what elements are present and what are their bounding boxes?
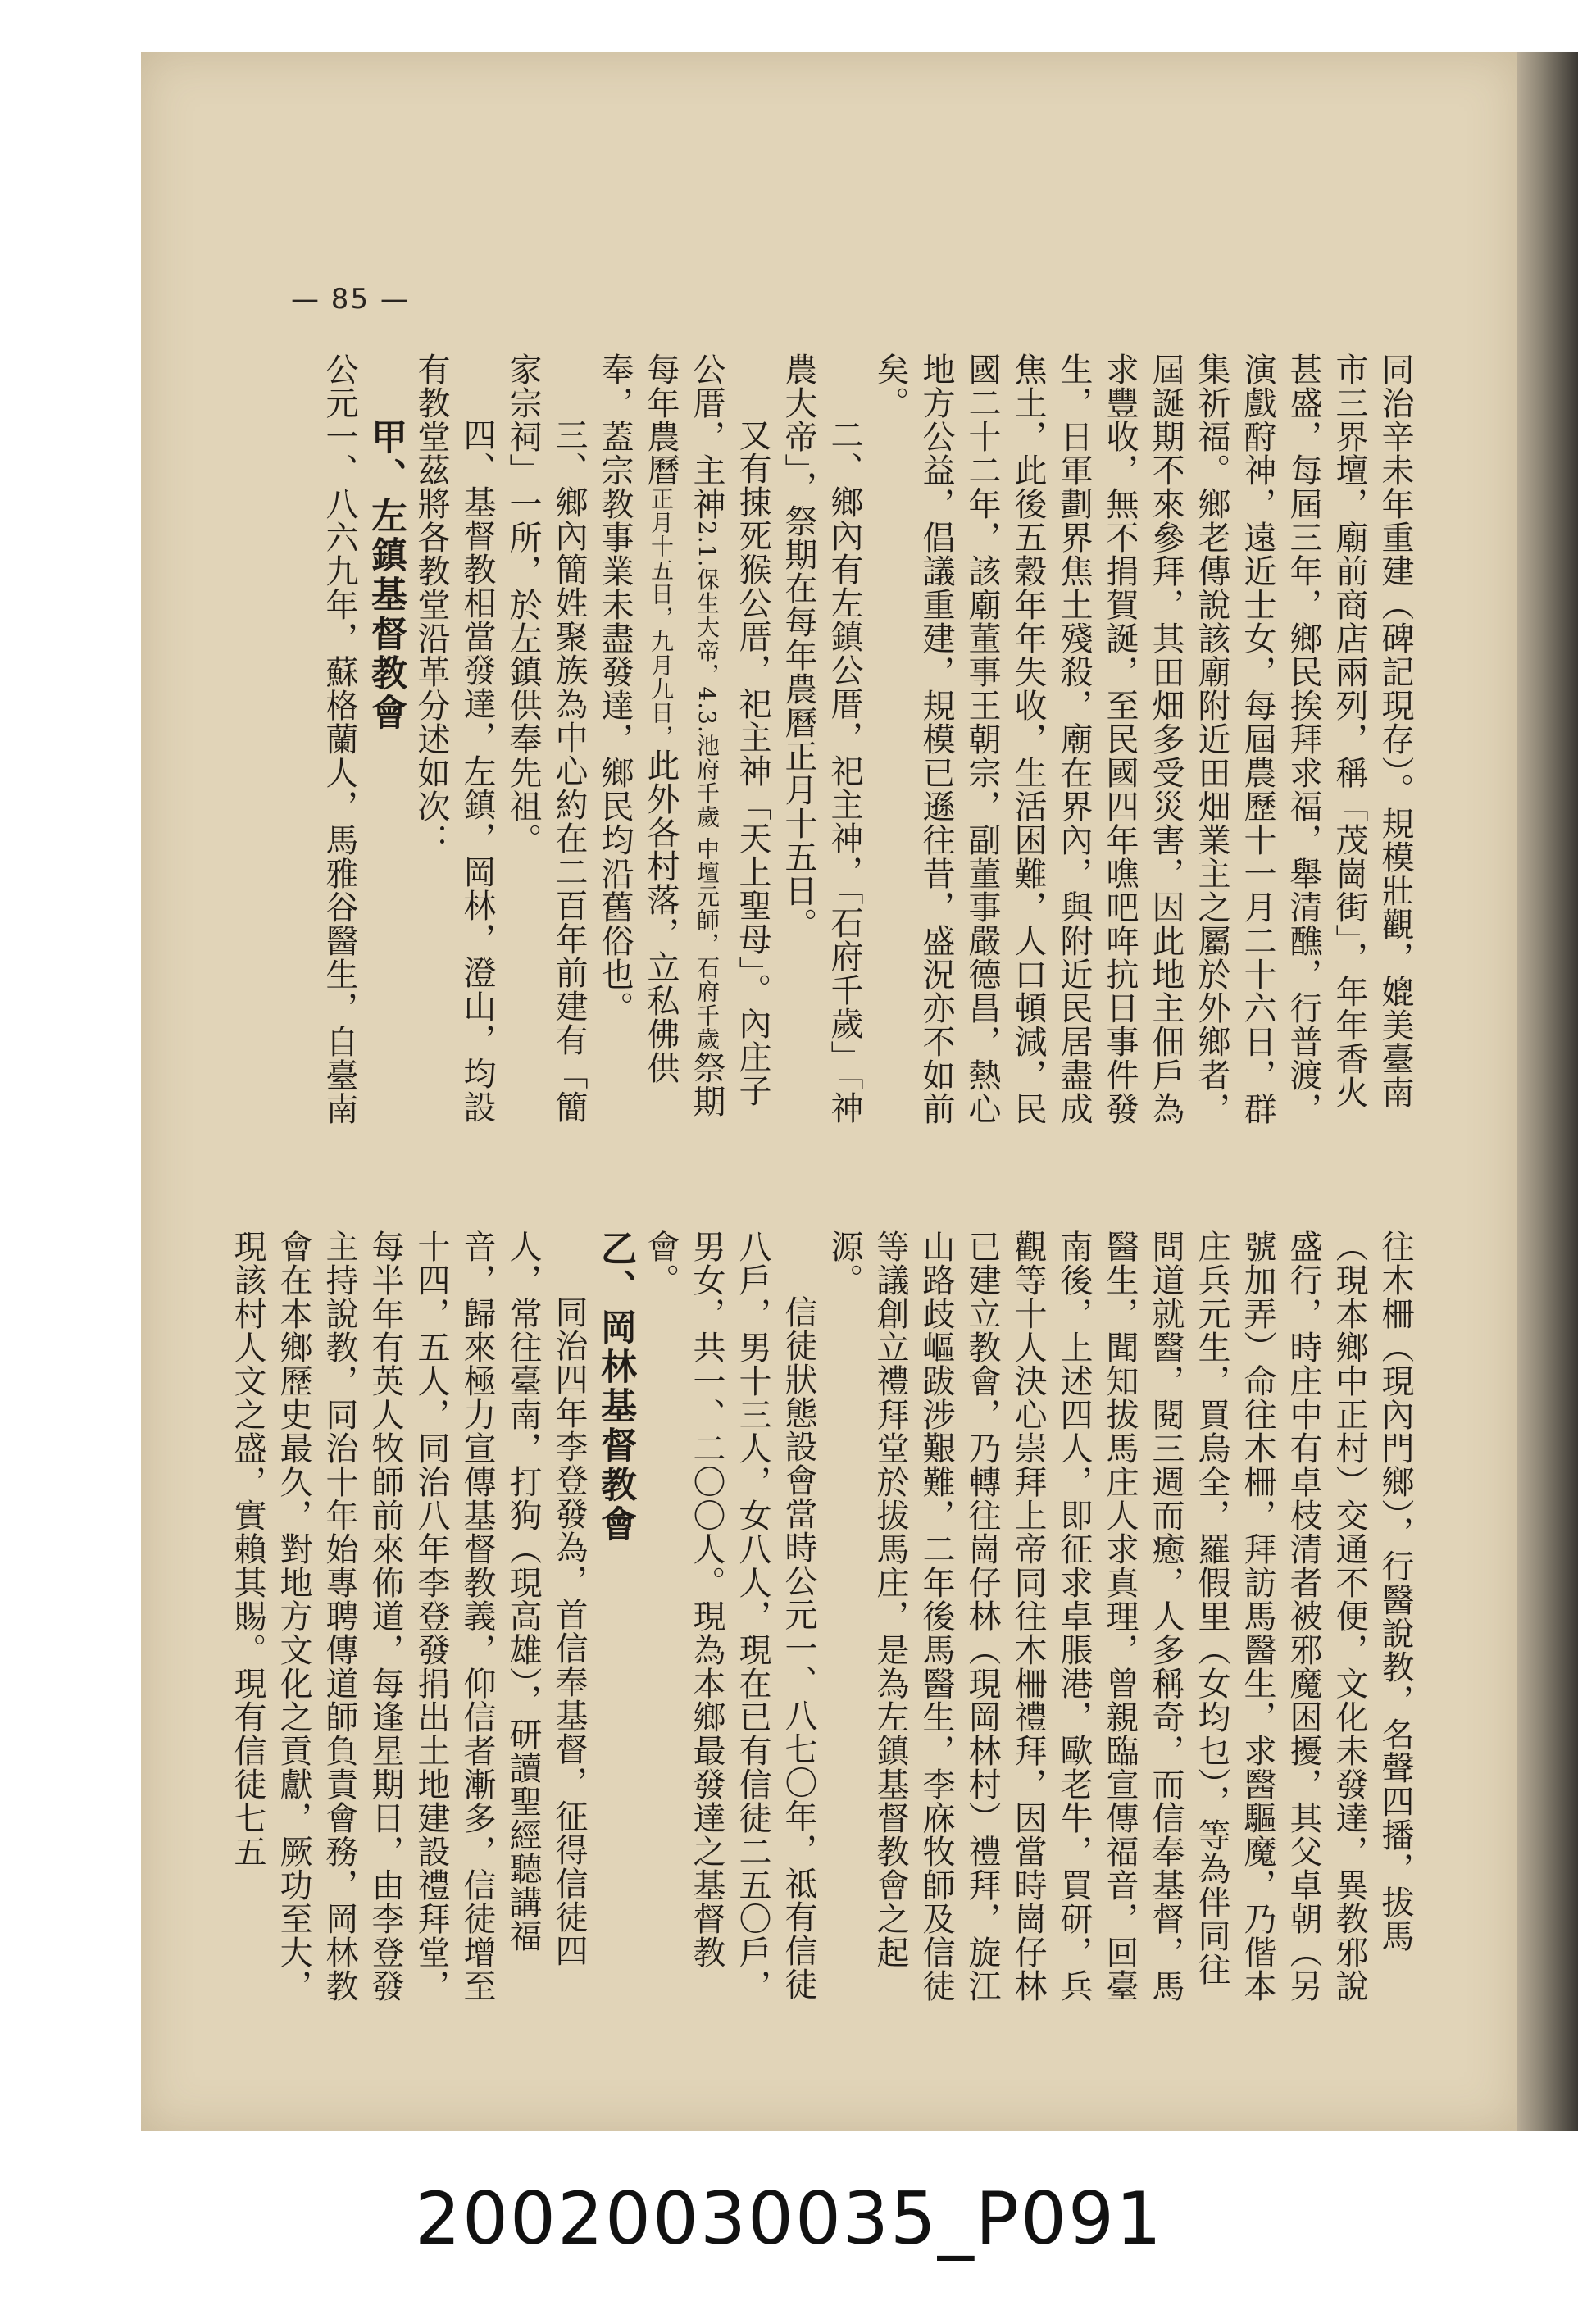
paragraph-jian-ancestral-hall	[500, 352, 592, 1131]
paragraph-text: 同治四年李登發為，首信奉基督，征得信徒四人，常往臺南，打狗（現高雄），研讀聖經聽講福音，歸來極力宣傳基督教義，仰信者漸多，信徒增至十四，五人，同治八年李登發捐出土地建設禮拜堂，每半年有英人牧師前來佈道，每逢星期日，由李登發主持說教，同治十年始專聘傳道師負責會務，岡林教會在本鄉歷史最久，對地方文化之貢獻，厥功至大，現該村人文之盛，實賴其賜。現有信徒七五	[229, 1230, 588, 2003]
paragraph-text: 二、鄉內有左鎮公厝，祀主神，「石府千歲」「神農大帝」，祭期在每年農曆正月十五日。	[780, 352, 863, 1125]
annotation-dates: 正月十五日，九月九日，	[648, 487, 675, 748]
archive-id: 20020030035_P091	[415, 2176, 1163, 2261]
section-title-text: 乙、岡林基督教會	[594, 1230, 636, 1544]
paragraph-text: 信徒狀態設會當時公元一、八七〇年，祗有信徒八戶，男十三人，女八人，現在已有信徒二五〇戶，男女，共一、二〇〇人。現為本鄉最發達之基督教會。	[642, 1230, 817, 2003]
top-text-block	[303, 352, 1418, 1131]
paragraph-text: 四、基督教相當發達，左鎮，岡林，澄山，均設有教堂茲將各教堂沿革分述如次：	[412, 352, 496, 1124]
paragraph-christianity	[408, 352, 500, 1131]
bottom-text-block	[229, 1230, 1418, 2017]
page-number: — 85 —	[291, 283, 410, 316]
paragraph-text: 祭期每年農曆	[642, 352, 725, 1118]
paragraph-text: 此外各村落，立私佛供奉，蓋宗教事業未盡發達，鄉民均沿舊俗也。	[596, 352, 680, 1085]
paragraph-zuozhen-church-start: 公元一、八六九年，蘇格蘭人，馬雅谷醫生，自臺南	[321, 352, 358, 1126]
paragraph-temple-history: 同治辛未年重建（碑記現存）。規模壯觀，媲美臺南市三界壇，廟前商店兩列，稱「茂崗街」，年年香火甚盛，每屆三年，鄉民挨拜求福，舉清醮，行普渡，演戲酧神，遠近士女，每屆農歷十一月二十六日，群集祈福。鄉老傳說該廟附近田畑業主之屬於外鄉者，屆誕期不來參拜，其田畑多受災害，因此地主佃戶為求豐收，無不捐賀誕，至民國四年噍吧哖抗日事件發生，日軍劃界焦土殘殺，廟在界內，與附近民居盡成焦土，此後五穀年年失收，生活困難，人口頓減，民國二十二年，該廟董事王朝宗，副董事嚴德昌，熱心地方公益，倡議重建，規模已遜往昔，盛況亦不如前矣。	[871, 352, 1414, 1126]
book-spine	[1517, 52, 1578, 2131]
paragraph-other-temples	[592, 352, 775, 1131]
section-title-zuozhen-church	[362, 352, 408, 1131]
paragraph-believer-status	[638, 1230, 821, 2017]
paragraph-text: 又有捒死猴公厝，祀主神「天上聖母」。內庄子公厝，主神	[688, 352, 771, 1107]
paragraph-ganglin-church	[225, 1230, 592, 2017]
paragraph-zuozhen-temple	[775, 352, 867, 1131]
paragraph-text: 三、鄉內簡姓聚族為中心約在二百年前建有「簡家宗祠」一所，於左鎮供奉先祖。	[504, 352, 588, 1124]
paragraph-zuozhen-church-history: 往木柵（現內門鄉），行醫說教，名聲四播，拔馬（現本鄉中正村）交通不便，文化未發達，異教邪說盛行，時庄中有卓枝清者被邪魔困擾，其父卓朝（另號加弄）命往木柵，拜訪馬醫生，求醫驅魔，乃偕本庄兵元生，買烏全，羅假里（女均乜），等為伴同往問道就醫，閱三週而癒，人多稱奇，而信奉基督，馬醫生，聞知拔馬庄人求真理，曾親臨宣傳福音，回臺南後，上述四人，即征求卓脹港，歐老牛，買研，兵觀等十人決心崇拜上帝同往木柵禮拜，因當時崗仔林已建立教會，乃轉往崗仔林（現岡林村）禮拜，旋江山路歧嶇跋涉艱難，二年後馬醫生，李庥牧師及信徒等議創立禮拜堂於拔馬庄，是為左鎮基督教會之起源。	[825, 1230, 1414, 2003]
annotation-deities: 2.1.保生大帝，4.3.池府千歲 中壇元師，石府千歲	[694, 521, 721, 1051]
section-title-ganglin-church	[592, 1230, 638, 2017]
section-title-text: 甲、左鎮基督教會	[365, 418, 407, 733]
